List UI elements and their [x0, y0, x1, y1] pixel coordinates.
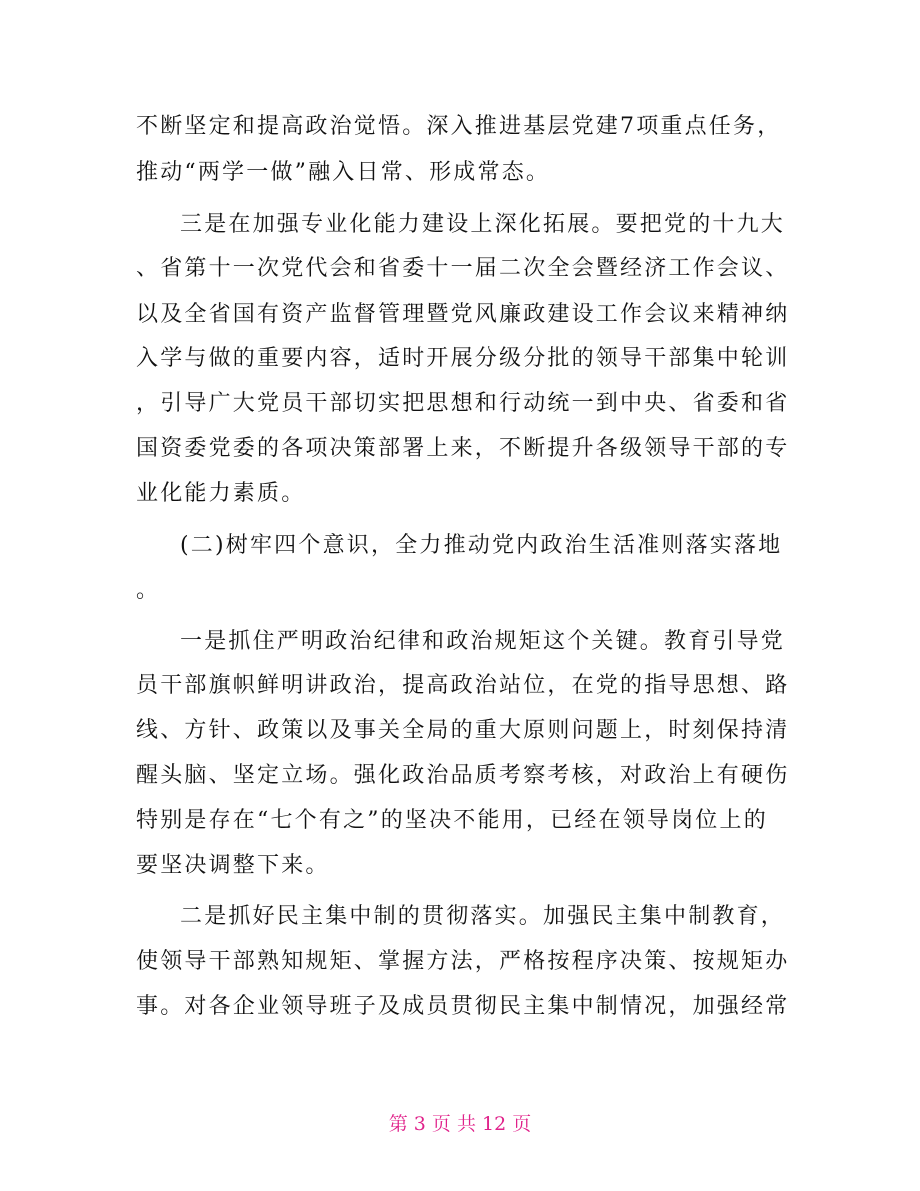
body-line-19: 使领导干部熟知规矩、掌握方法，严格按程序决策、按规矩办 — [136, 949, 790, 974]
body-line-18: 二是抓好民主集中制的贯彻落实。加强民主集中制教育， — [180, 904, 786, 929]
body-line-12: 一是抓住严明政治纪律和政治规矩这个关键。教育引导党 — [180, 629, 786, 654]
body-line-14: 线、方针、政策以及事关全局的重大原则问题上，时刻保持清 — [136, 718, 790, 743]
body-line-16: 特别是存在“七个有之”的坚决不能用，已经在领导岗位上的 — [136, 808, 768, 833]
body-line-3: 三是在加强专业化能力建设上深化拓展。要把党的十九大 — [180, 212, 786, 237]
body-line-17: 要坚决调整下来。 — [136, 853, 330, 878]
body-line-2: 推动“两学一做”融入日常、形成常态。 — [136, 160, 551, 185]
section-heading: (二)树牢四个意识，全力推动党内政治生活准则落实落地 — [180, 533, 783, 558]
body-line-13: 员干部旗帜鲜明讲政治，提高政治站位，在党的指导思想、路 — [136, 673, 790, 698]
section-heading-end: 。 — [136, 578, 161, 603]
body-line-6: 入学与做的重要内容，适时开展分级分批的领导干部集中轮训 — [136, 346, 790, 371]
body-line-8: 国资委党委的各项决策部署上来，不断提升各级领导干部的专 — [136, 436, 790, 461]
page-number-footer: 第 3 页 共 12 页 — [388, 1113, 532, 1135]
body-line-5: 以及全省国有资产监督管理暨党风廉政建设工作会议来精神纳 — [136, 302, 790, 327]
body-line-4: 、省第十一次党代会和省委十一届二次全会暨经济工作会议、 — [136, 256, 790, 281]
body-line-9: 业化能力素质。 — [136, 481, 306, 506]
body-line-1: 不断坚定和提高政治觉悟。深入推进基层党建7项重点任务， — [136, 114, 782, 139]
body-line-20: 事。对各企业领导班子及成员贯彻民主集中制情况，加强经常 — [136, 994, 790, 1019]
body-line-7: ，引导广大党员干部切实把思想和行动统一到中央、省委和省 — [136, 391, 790, 416]
body-line-15: 醒头脑、坚定立场。强化政治品质考察考核，对政治上有硬伤 — [136, 763, 790, 788]
